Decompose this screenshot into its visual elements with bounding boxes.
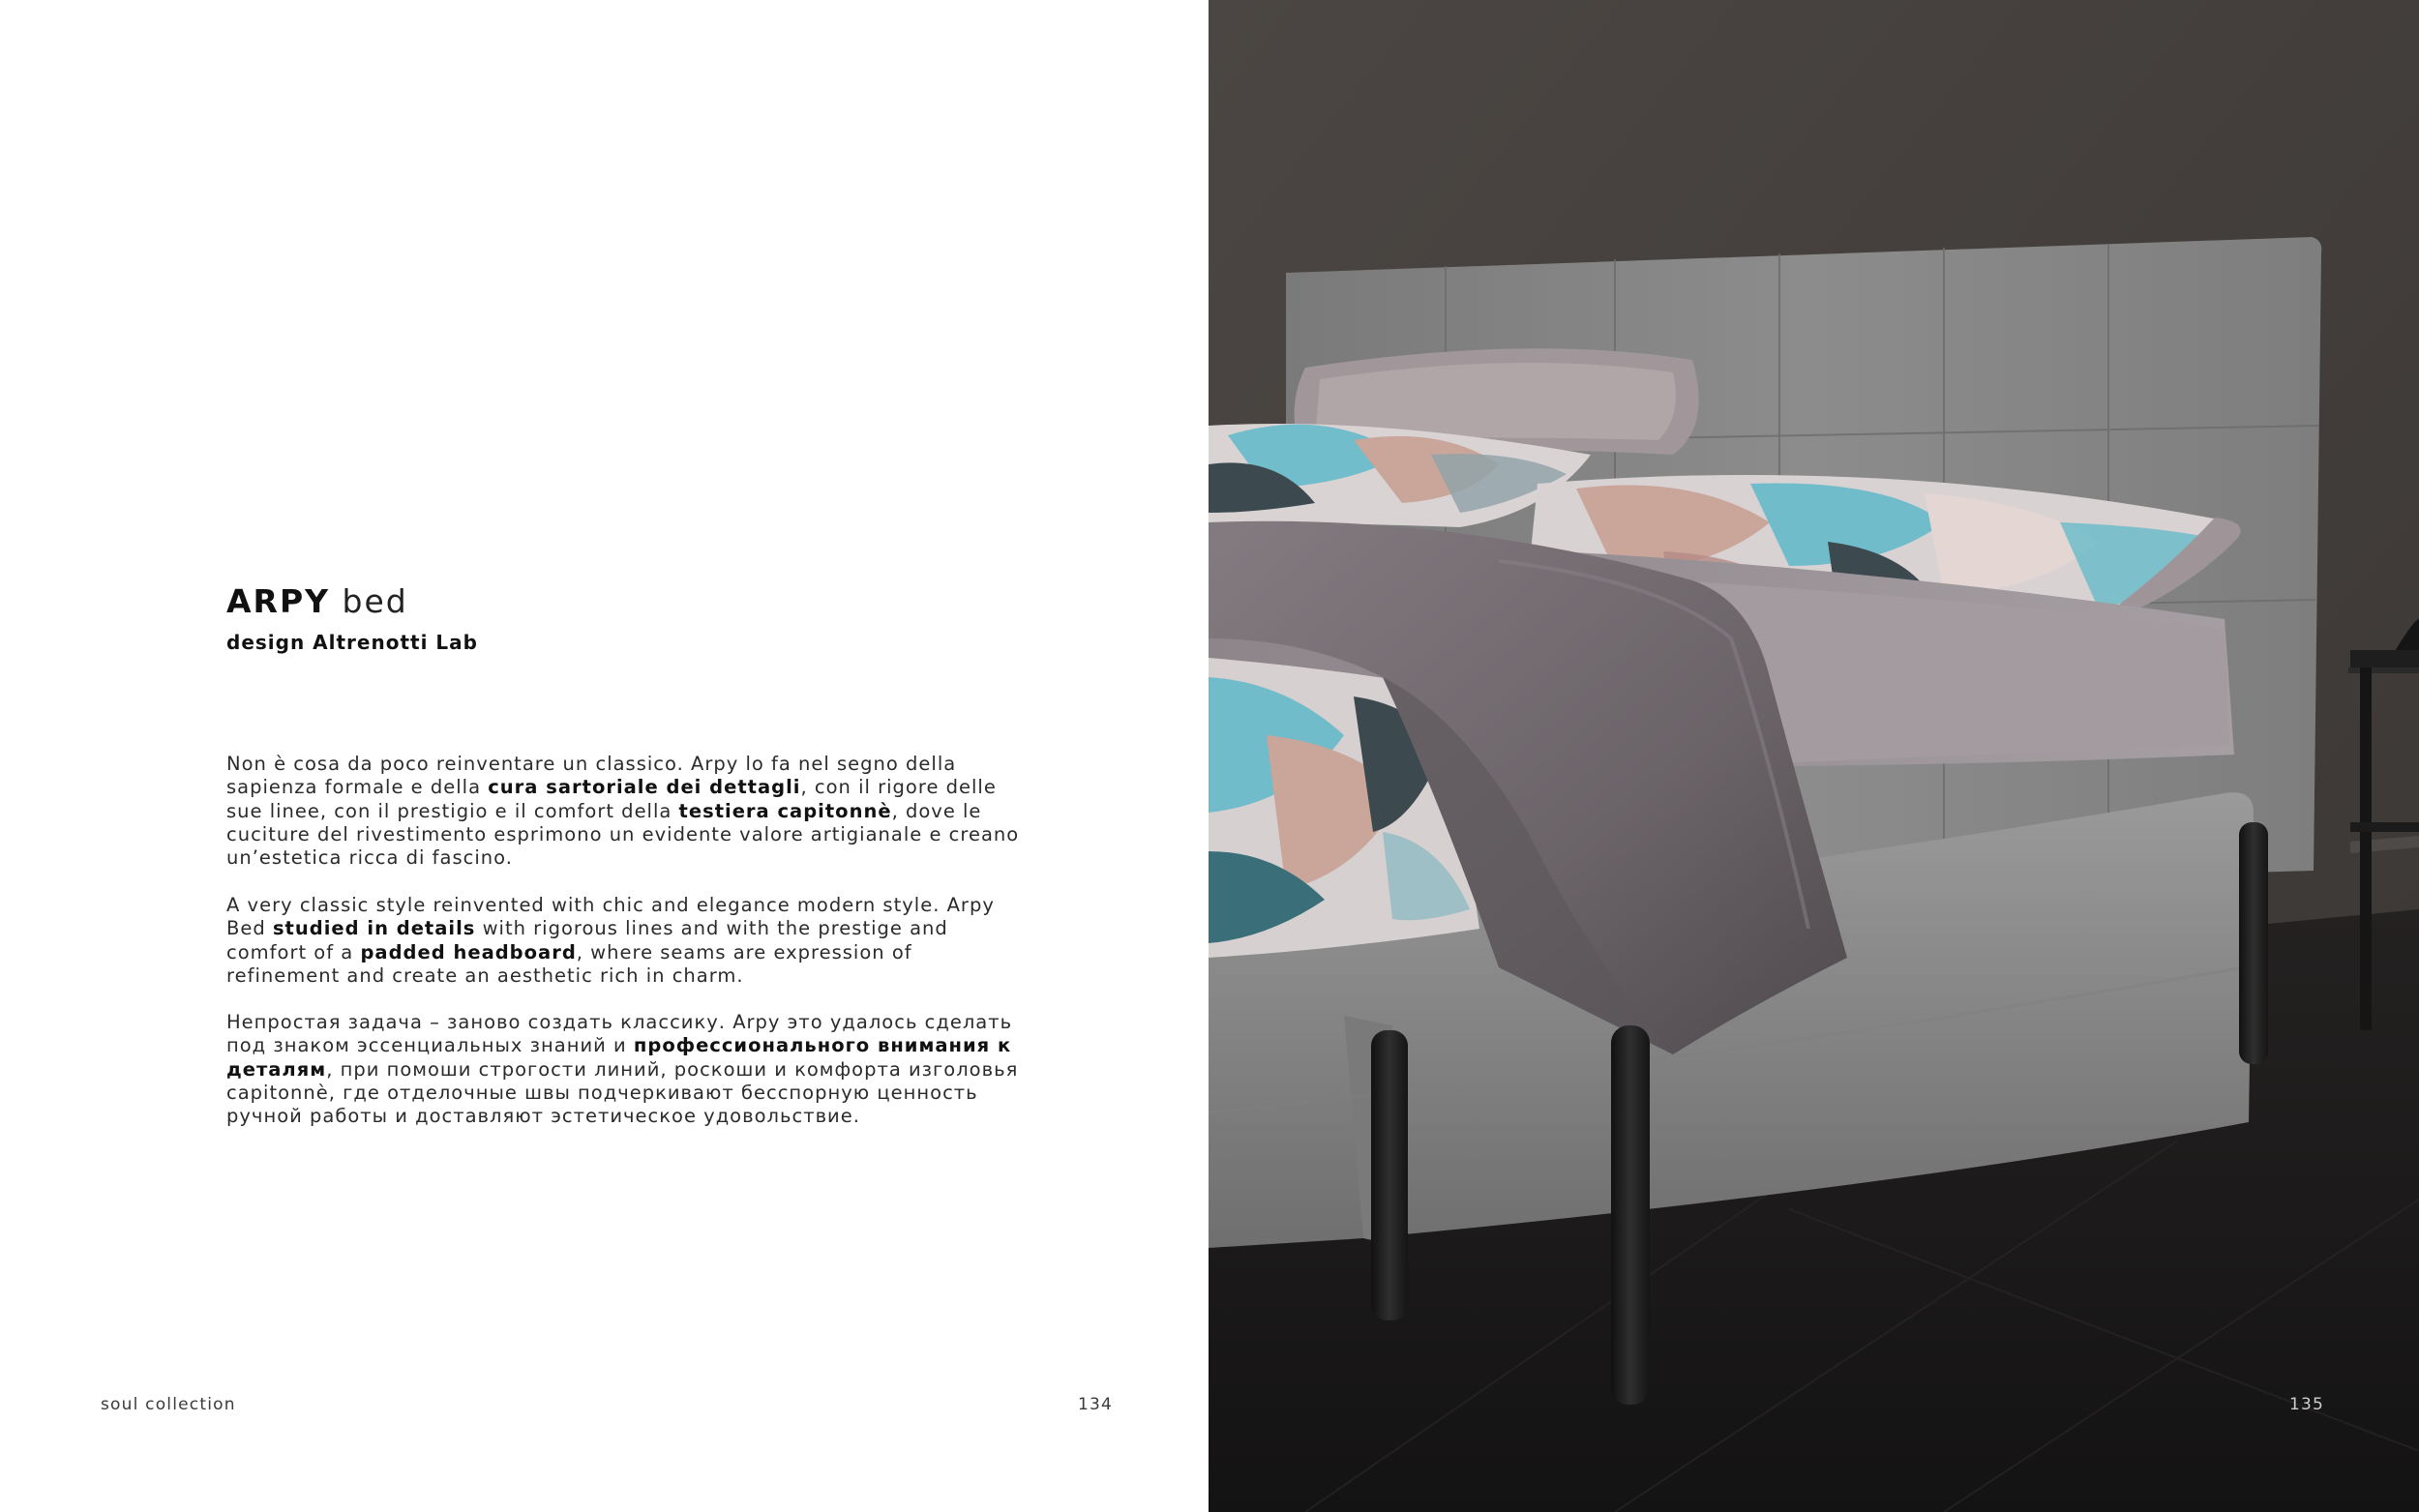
collection-label: soul collection — [101, 1395, 236, 1414]
italian-text-1: Non è cosa da poco reinventare un classico. Arpy lo fa nel segno della sapienza formale e della — [226, 753, 957, 799]
page-number-right: 135 — [2289, 1395, 2325, 1414]
description-italian — [226, 753, 1020, 870]
italian-text-2: , con il rigore delle sue linee, con il prestigio e il comfort della — [226, 776, 997, 822]
description-russian — [226, 1011, 1020, 1128]
description-english — [226, 894, 1020, 988]
product-name: ARPY — [226, 582, 331, 620]
russian-bold-1: профессионального внимания к деталям — [226, 1034, 1012, 1081]
russian-text-1: Непростая задача – заново создать классику. Arpy это удалось сделать под знаком эссенциальных знаний и — [226, 1011, 1013, 1057]
page-number-left: 134 — [1078, 1395, 1114, 1414]
english-bold-2: padded headboard — [360, 940, 577, 964]
english-bold-1: studied in details — [272, 917, 476, 940]
english-text-3: , where seams are expression of refinement and create an aesthetic rich in charm. — [226, 940, 912, 987]
designer-credit: design Altrenotti Lab — [226, 631, 478, 654]
left-page — [0, 0, 1209, 1512]
product-title — [226, 580, 408, 623]
english-text-2: with rigorous lines and with the prestige and comfort of a — [226, 917, 948, 964]
italian-bold-1: cura sartoriale dei dettagli — [488, 776, 801, 799]
russian-text-2: , при помоши строгости линий, роскоши и комфорта изголовья capitonnè, где отделочные швы подчеркивают бесспорную ценность ручной работы и доставляют эстетическое удовольствие. — [226, 1057, 1019, 1128]
english-text-1: A very classic style reinvented with chic and elegance modern style. Arpy Bed — [226, 894, 995, 940]
bed-photo-illustration — [1209, 0, 2419, 1512]
product-type: bed — [342, 582, 408, 620]
bed-photo — [1209, 0, 2419, 1512]
italian-text-3: , dove le cuciture del rivestimento esprimono un evidente valore artigianale e creano un’estetica ricca di fascino. — [226, 799, 1020, 870]
italian-bold-2: testiera capitonnè — [678, 799, 892, 822]
